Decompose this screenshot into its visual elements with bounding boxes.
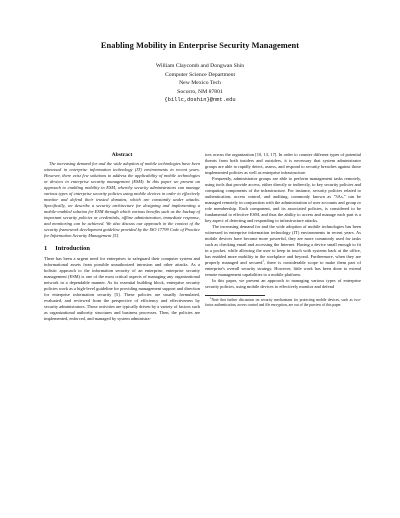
intro-paragraph-3-rest: , there is considerable scope to make them part of enterprise's overall security strategy. However, little work has been done to extend remote management capabilities to a mobile platform.: [205, 260, 361, 278]
abstract-text: The increasing demand for and the wide adoption of mobile technologies have been witnessed in enterprise information technology (IT) environments in recent years. However, there exist few solutions to address the applicability of mobile technologies or devices in enterprise security management (ESM). In this paper we present an approach to enabling mobility in ESM, whereby security administrators can manage various types of enterprise security policies using mobile devices in order to effectively monitor and defend their trusted domains, which are constantly under attacks. Specifically, we describe a security architecture for designing and implementing a mobile-enabled solution for ESM through which various benefits such as the backup of important security policies or credentials, offline administration, immediate response, and monitoring can be achieved. We also discuss our approach in the context of the security framework development guideline provided by the ISO 17799 Code of Practice for Information Security Management [5].: [44, 161, 200, 239]
intro-paragraph-3: [205, 224, 361, 278]
footnote-rule: [205, 295, 265, 296]
intro-paragraph-2: Frequently, administrator groups are able to perform management tasks remotely, using tools that provide access, either directly or indirectly, to key security policies and computing components of the infrastructure. For instance, security policies related to authentication, access control, and auditing, commonly known as "3As," can be managed remotely in conjunction with the administration of user accounts and group or role membership. Each component, and its associated policies, is considered to be fundamental to effective ESM, and thus the ability to access and manage each part is a key aspect of detecting and responding to infrastructure attacks.: [205, 176, 361, 224]
department: Computer Science Department: [164, 71, 236, 78]
university: New Mexico Tech: [179, 80, 221, 87]
abstract-heading: Abstract: [111, 152, 133, 158]
author-block: [0, 62, 400, 105]
footnote-ref: 1: [262, 258, 264, 263]
left-column: [44, 152, 200, 322]
footnote-marker: 1: [210, 296, 212, 301]
city: Socorro, NM 87801: [177, 88, 223, 95]
section-number: 1: [44, 245, 48, 253]
author-names: William Claycomb and Dongwan Shin: [155, 63, 245, 69]
footnote: [205, 298, 361, 307]
right-column: [205, 152, 361, 308]
section-heading-introduction: [44, 246, 200, 252]
intro-paragraph-1-cont: tors across the organization [10, 13, 17]. In order to counter different types of potential threats from both insiders and outsiders, it is necessary that system administrator groups are able to rapidly detect, assess, and respond to security breaches against those implemented policies as well as enterprise infrastructure.: [205, 152, 361, 176]
section-title: Introduction: [55, 245, 90, 253]
intro-paragraph-3-text: The increasing demand for and the wide adoption of mobile technologies has been witnessed in enterprise information technology (IT) environments in recent years. As mobile devices have become more powerful, they are more commonly used for tasks such as checking email and accessing the Internet. Having a device small enough to fit in a pocket, while allowing the user to keep in touch with systems back at the office, has enabled more mobility in the workplace and beyond. Furthermore, when they are properly managed and secured: [205, 224, 361, 266]
paper-title: Enabling Mobility in Enterprise Security Management: [100, 41, 300, 50]
footnote-text: Note that further discussion on security mechanisms for protecting mobile devices, such as two-factor authentication, access control and file encryption, are out of the purview of this paper.: [205, 298, 361, 308]
intro-paragraph-1: There has been a urgent need for enterprises to safeguard their computer system and informational assets from possible unauthorized intrusion and other attacks. As a holistic approach to the information security of an enterprise, enterprise security management (ESM) is one of the most critical aspects of managing any organizational network in a dependable manner. As its essential building block, enterprise security policies work as a high-level guideline for providing management support and direction for enterprise information security [5]. These policies are usually formulated, evaluated, and reviewed from the perspective of efficiency and effectiveness by security administrators. Those activities are typically driven by a variety of factors such as organizational authority structures and business processes. Then, the policies are implemented, enforced, and managed by system administra-: [44, 256, 200, 322]
intro-paragraph-4: In this paper, we present an approach to managing various types of enterprise security policies, using mobile devices to effectively monitor and defend: [205, 278, 361, 290]
author-email: {billc,doshin}@nmt.edu: [164, 97, 236, 104]
